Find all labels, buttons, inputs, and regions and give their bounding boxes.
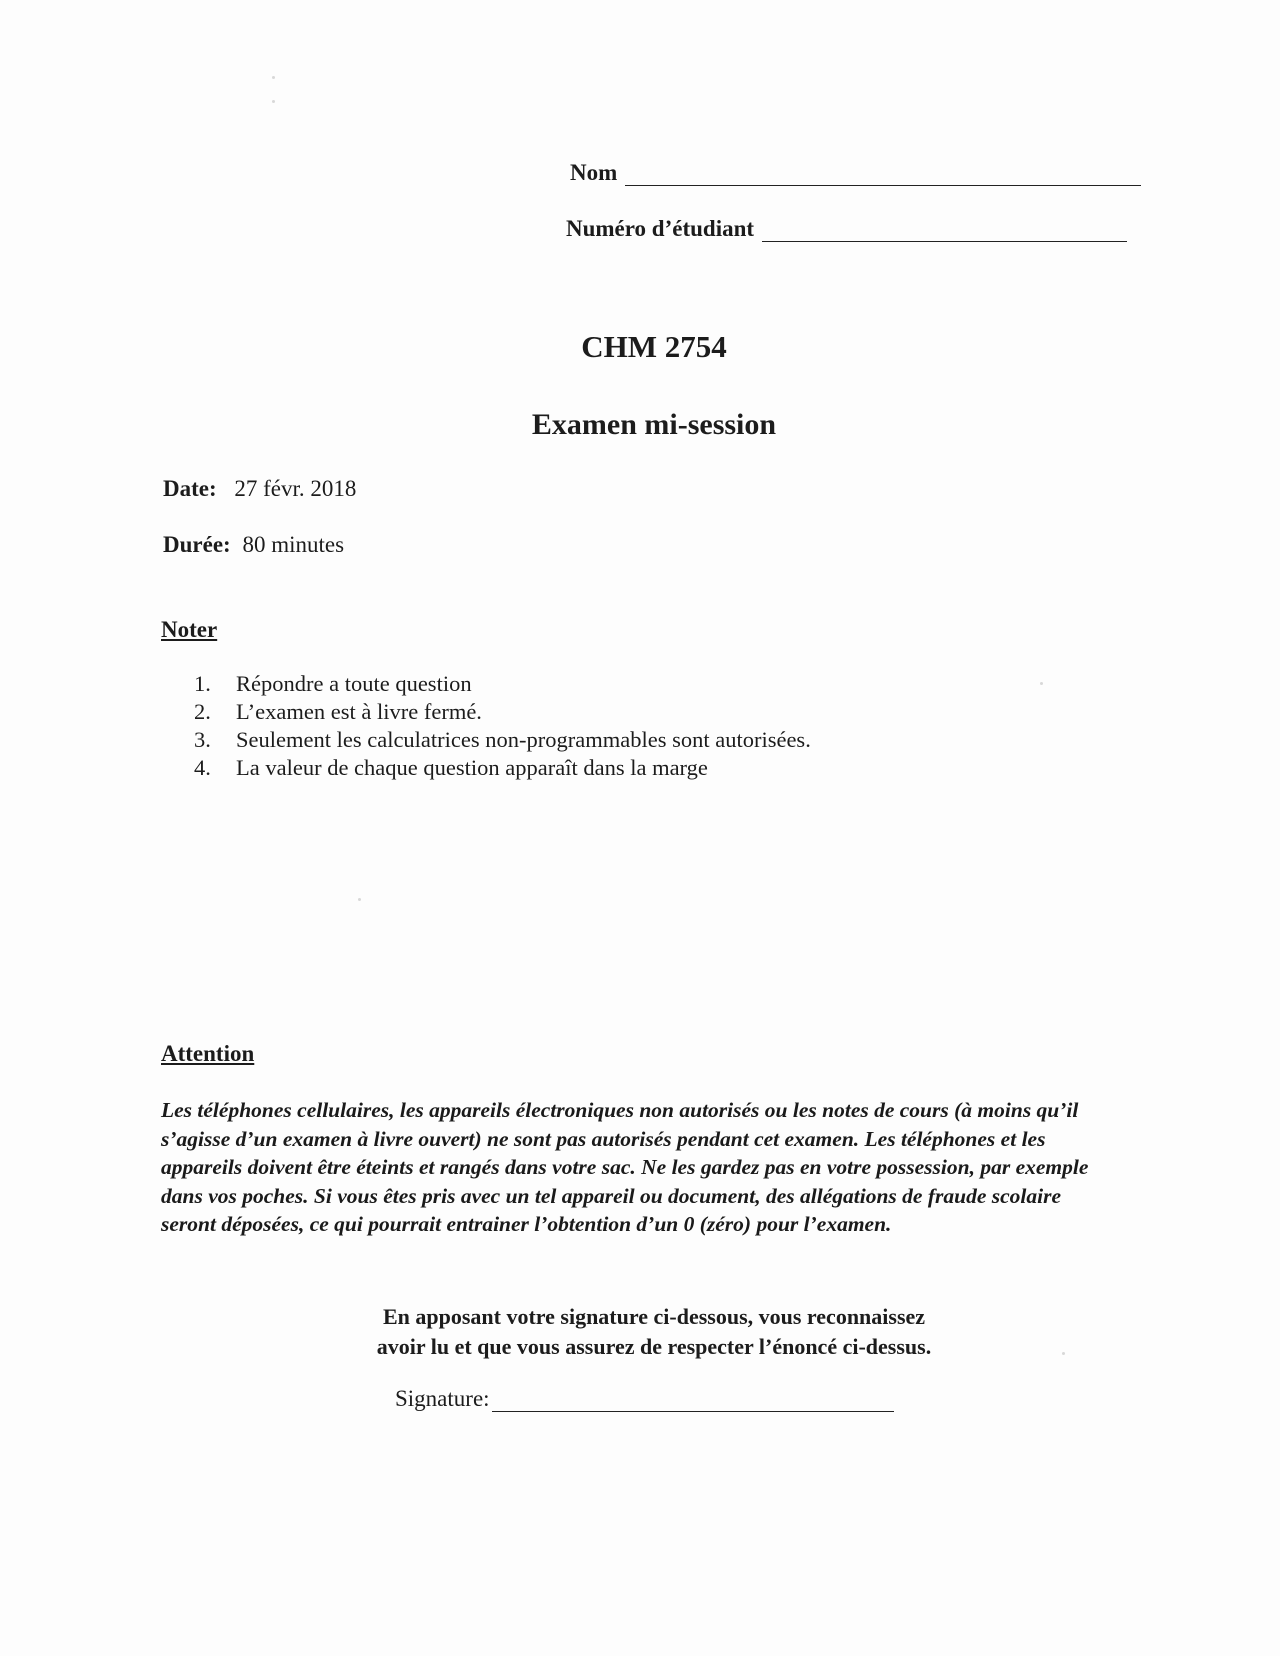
exam-duration bbox=[163, 532, 344, 558]
list-item-text: Seulement les calculatrices non-programmables sont autorisées. bbox=[236, 727, 811, 752]
signature-field[interactable] bbox=[492, 1393, 894, 1412]
notes-heading: Noter bbox=[161, 617, 218, 642]
scan-speck bbox=[272, 100, 275, 103]
list-item-text: La valeur de chaque question apparaît dans la marge bbox=[236, 755, 708, 780]
list-item-number: 2. bbox=[194, 699, 211, 724]
list-item bbox=[194, 726, 811, 754]
course-code: CHM 2754 bbox=[581, 329, 727, 364]
list-item bbox=[194, 754, 811, 782]
list-item-number: 4. bbox=[194, 755, 211, 780]
name-label: Nom bbox=[570, 160, 618, 185]
name-field[interactable] bbox=[625, 167, 1141, 186]
scan-speck bbox=[1040, 682, 1043, 685]
student-number-field[interactable] bbox=[762, 223, 1127, 242]
exam-date bbox=[163, 476, 356, 502]
list-item bbox=[194, 670, 811, 698]
signature-label: Signature: bbox=[395, 1386, 490, 1411]
acknowledgement-line-1: En apposant votre signature ci-dessous, vous reconnaissez bbox=[382, 1304, 926, 1329]
list-item-text: Répondre a toute question bbox=[236, 671, 472, 696]
duration-label: Durée: bbox=[163, 532, 231, 557]
duration-value: 80 minutes bbox=[242, 532, 345, 557]
exam-title: Examen mi-session bbox=[531, 408, 777, 441]
student-number-label: Numéro d’étudiant bbox=[566, 216, 755, 241]
date-value: 27 févr. 2018 bbox=[234, 476, 357, 501]
date-label: Date: bbox=[163, 476, 217, 501]
acknowledgement-statement bbox=[0, 1302, 1280, 1362]
acknowledgement-line-2: avoir lu et que vous assurez de respecter l’énoncé ci-dessus. bbox=[376, 1334, 932, 1359]
list-item-text: L’examen est à livre fermé. bbox=[236, 699, 482, 724]
list-item bbox=[194, 698, 811, 726]
scan-speck bbox=[358, 898, 361, 901]
attention-warning-text: Les téléphones cellulaires, les appareils électroniques non autorisés ou les notes de cours (à moins qu’il s’agisse d’un examen à livre ouvert) ne sont pas autorisés pendant cet examen. Les téléphones et les appareils doivent être éteints et rangés dans votre sac. Ne les gardez pas en votre possession, par exemple dans vos poches. Si vous êtes pris avec un tel appareil ou document, des allégations de fraude scolaire seront déposées, ce qui pourrait entrainer l’obtention d’un 0 (zéro) pour l’examen. bbox=[161, 1098, 1089, 1236]
list-item-number: 3. bbox=[194, 727, 211, 752]
scan-speck bbox=[272, 76, 275, 79]
list-item-number: 1. bbox=[194, 671, 211, 696]
scan-speck bbox=[1062, 1352, 1065, 1355]
notes-list bbox=[194, 670, 811, 782]
attention-heading: Attention bbox=[161, 1041, 255, 1066]
name-field-row bbox=[570, 160, 1141, 186]
student-number-field-row bbox=[566, 216, 1127, 242]
signature-row bbox=[395, 1386, 894, 1412]
